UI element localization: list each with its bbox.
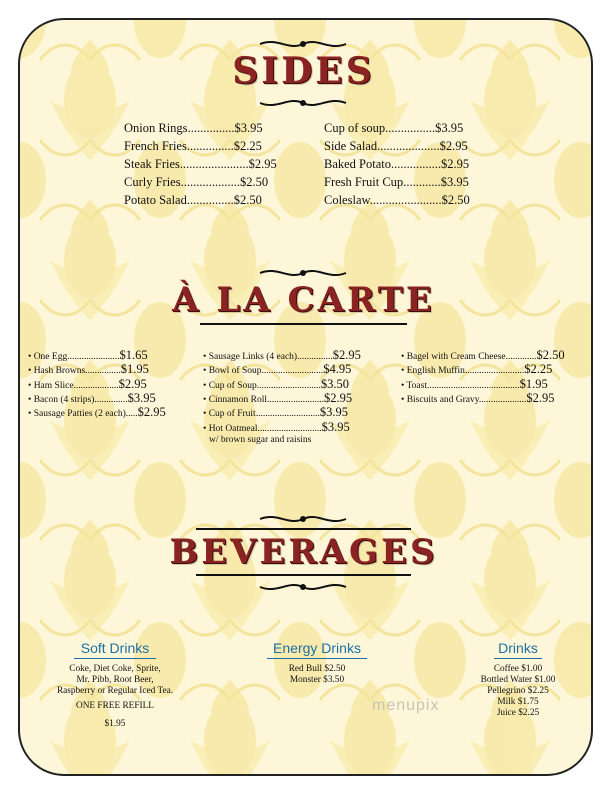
soft-drinks-list: Coke, Diet Coke, Sprite, Mr. Pibb, Root Beer, Raspberry or Regular Iced Tea. ONE FREE REFILL $1.95 xyxy=(56,664,174,729)
list-item: • Biscuits and Gravy....................$2.95 xyxy=(401,391,555,405)
energy-drinks-heading: Energy Drinks xyxy=(262,640,372,659)
list-item: Cup of soup................$3.95 xyxy=(324,121,464,135)
beverages-title: BEVERAGES xyxy=(169,532,438,572)
item-note: w/ brown sugar and raisins xyxy=(209,435,312,445)
top-ornament-icon xyxy=(258,266,348,280)
list-item: • Sausage Patties (2 each).....$2.95 xyxy=(28,405,166,419)
top-ornament-icon xyxy=(258,37,348,51)
title-divider xyxy=(196,528,411,530)
list-item: • English Muffin.........................$2.25 xyxy=(401,362,553,376)
list-item: Fresh Fruit Cup............$3.95 xyxy=(324,175,469,189)
list-item: French Fries...............$2.25 xyxy=(124,139,262,153)
top-ornament-icon xyxy=(258,512,348,526)
list-item: • Toast.......................................$1.95 xyxy=(401,377,548,391)
alacarte-title: À LA CARTE xyxy=(172,280,435,320)
list-item: • Bacon (4 strips)..............$3.95 xyxy=(28,391,156,405)
list-item: Baked Potato................$2.95 xyxy=(324,157,470,171)
title-divider xyxy=(196,574,411,576)
list-item: • Hash Browns...............$1.95 xyxy=(28,362,149,376)
list-item: • Cinnamon Roll........................$2.95 xyxy=(203,391,353,405)
list-item: • Cup of Fruit...........................$3.95 xyxy=(203,405,348,419)
title-divider xyxy=(200,323,407,325)
list-item: Coleslaw.......................$2.50 xyxy=(324,193,470,207)
bottom-ornament-icon xyxy=(258,96,348,110)
list-item: • Bagel with Cream Cheese.............$2.50 xyxy=(401,348,565,362)
list-item: Onion Rings...............$3.95 xyxy=(124,121,263,135)
list-item: Curly Fries...................$2.50 xyxy=(124,175,269,189)
drinks-heading: Drinks xyxy=(468,640,568,659)
bottom-ornament-icon xyxy=(258,580,348,594)
sides-title: SIDES xyxy=(232,50,375,92)
list-item: • Hot Oatmeal...........................$3.95 xyxy=(203,420,350,434)
list-item: Side Salad....................$2.95 xyxy=(324,139,468,153)
watermark: menupix xyxy=(372,697,440,714)
list-item: • Cup of Soup...........................$3.50 xyxy=(203,377,349,391)
soft-drinks-heading: Soft Drinks xyxy=(60,640,170,659)
list-item: Steak Fries......................$2.95 xyxy=(124,157,277,171)
list-item: • Ham Slice...................$2.95 xyxy=(28,377,147,391)
drinks-list: Coffee $1.00 Bottled Water $1.00 Pellegrino $2.25 Milk $1.75 Juice $2.25 xyxy=(480,664,556,718)
list-item: • One Egg......................$1.65 xyxy=(28,348,148,362)
list-item: Potato Salad...............$2.50 xyxy=(124,193,262,207)
energy-drinks-list: Red Bull $2.50 Monster $3.50 xyxy=(288,664,346,685)
list-item: • Sausage Links (4 each)...............$2.95 xyxy=(203,348,361,362)
list-item: • Bowl of Soup..........................$4.95 xyxy=(203,362,352,376)
